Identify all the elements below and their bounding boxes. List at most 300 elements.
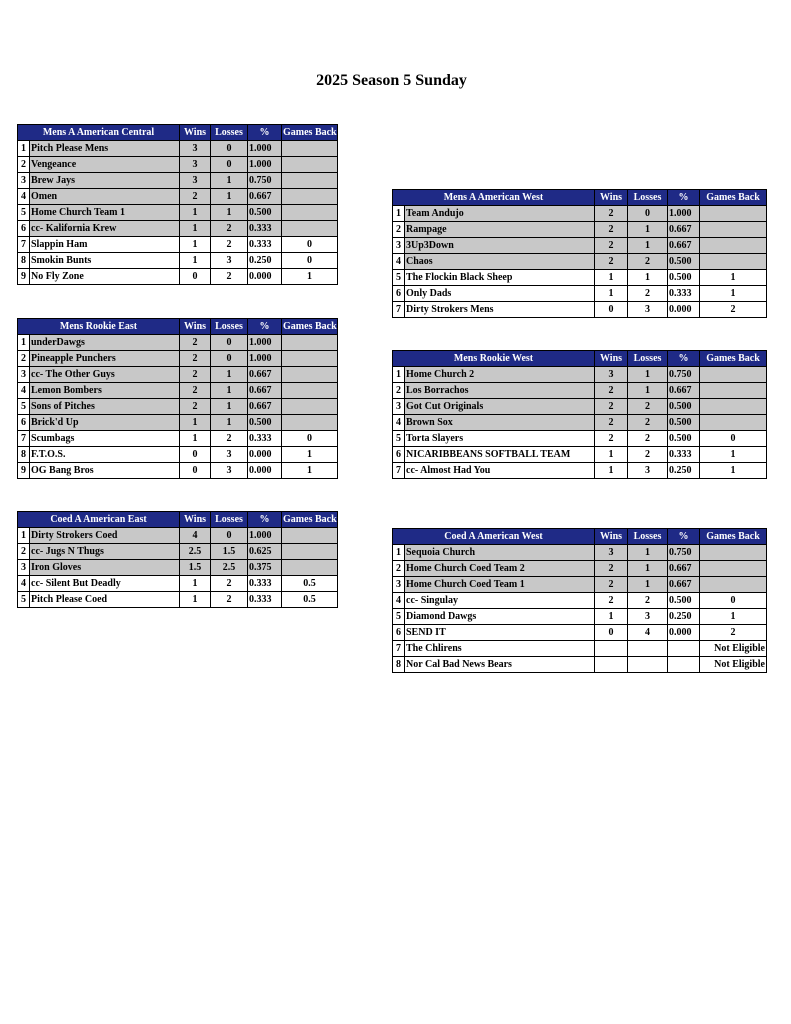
pct-header: % [248,319,282,335]
table-row [18,367,338,383]
losses-cell: 2 [211,269,248,285]
games-back-cell [282,383,338,399]
pct-cell: 0.250 [248,253,282,269]
wins-cell: 2 [180,189,211,205]
games-back-cell: 0 [700,593,767,609]
team-name-cell: cc- The Other Guys [30,367,180,383]
wins-cell: 3 [595,545,628,561]
losses-cell: 1 [211,415,248,431]
pct-cell: 0.667 [668,561,700,577]
wins-cell: 1 [180,592,211,608]
team-name-cell: cc- Kalifornia Krew [30,221,180,237]
losses-cell: 1 [211,189,248,205]
table-row [18,173,338,189]
losses-cell [628,641,668,657]
team-name-cell: Vengeance [30,157,180,173]
rank-cell: 4 [393,254,405,270]
wins-header: Wins [595,351,628,367]
pct-header: % [248,512,282,528]
losses-cell: 0 [211,141,248,157]
team-name-cell: Brown Sox [405,415,595,431]
games-back-header: Games Back [700,351,767,367]
team-name-cell: Los Borrachos [405,383,595,399]
rank-cell: 9 [18,269,30,285]
wins-cell: 1 [595,286,628,302]
wins-cell: 2 [595,415,628,431]
pct-cell: 0.667 [248,383,282,399]
losses-cell: 2 [211,576,248,592]
table-header-row [393,190,767,206]
pct-cell: 0.000 [248,447,282,463]
games-back-cell: 1 [700,447,767,463]
wins-cell: 0 [595,302,628,318]
wins-cell: 2 [595,577,628,593]
losses-cell: 1 [628,545,668,561]
rank-cell: 6 [18,221,30,237]
table-row [393,238,767,254]
losses-cell: 2 [211,592,248,608]
wins-cell: 1 [180,221,211,237]
games-back-cell [700,367,767,383]
games-back-cell: 0.5 [282,592,338,608]
losses-cell: 2 [628,593,668,609]
rank-cell: 3 [18,173,30,189]
pct-cell: 0.500 [668,593,700,609]
team-name-cell: cc- Almost Had You [405,463,595,479]
pct-cell: 0.250 [668,609,700,625]
games-back-cell [700,577,767,593]
losses-cell: 4 [628,625,668,641]
games-back-cell [282,189,338,205]
losses-cell: 3 [628,463,668,479]
table-row [18,237,338,253]
division-name: Mens A American Central [18,125,180,141]
games-back-cell: 1 [282,269,338,285]
table-row [18,269,338,285]
wins-header: Wins [180,319,211,335]
losses-cell: 1 [628,383,668,399]
pct-cell [668,657,700,673]
pct-cell: 0.333 [248,431,282,447]
losses-cell: 0 [211,335,248,351]
losses-cell: 1 [211,399,248,415]
team-name-cell: Only Dads [405,286,595,302]
wins-cell: 3 [180,157,211,173]
pct-cell: 0.500 [668,399,700,415]
team-name-cell: Pineapple Punchers [30,351,180,367]
games-back-header: Games Back [282,319,338,335]
team-name-cell: Smokin Bunts [30,253,180,269]
pct-cell: 0.333 [668,286,700,302]
team-name-cell: SEND IT [405,625,595,641]
rank-cell: 5 [18,205,30,221]
rank-cell: 5 [18,592,30,608]
pct-header: % [668,529,700,545]
rank-cell: 5 [393,270,405,286]
team-name-cell: Omen [30,189,180,205]
pct-header: % [248,125,282,141]
table-row [18,399,338,415]
team-name-cell: The Chlirens [405,641,595,657]
rank-cell: 1 [18,335,30,351]
rank-cell: 7 [18,431,30,447]
rank-cell: 7 [393,463,405,479]
table-row [18,221,338,237]
table-row [18,205,338,221]
team-name-cell: 3Up3Down [405,238,595,254]
standings-table-mens-a-american-central [17,124,338,285]
rank-cell: 6 [393,286,405,302]
games-back-cell [282,141,338,157]
wins-cell: 2 [595,399,628,415]
rank-cell: 2 [18,544,30,560]
table-row [393,609,767,625]
games-back-cell [700,222,767,238]
standings-table-coed-a-american-east [17,511,338,608]
table-row [18,157,338,173]
rank-cell: 3 [18,560,30,576]
losses-cell: 2 [628,254,668,270]
team-name-cell: Scumbags [30,431,180,447]
games-back-cell [700,399,767,415]
team-name-cell: The Flockin Black Sheep [405,270,595,286]
pct-cell: 0.500 [668,270,700,286]
games-back-cell: Not Eligible [700,641,767,657]
pct-cell: 0.667 [248,189,282,205]
games-back-cell [282,351,338,367]
pct-cell: 1.000 [248,351,282,367]
wins-header: Wins [180,512,211,528]
losses-cell: 0 [628,206,668,222]
pct-cell: 0.500 [668,415,700,431]
wins-cell: 2 [595,206,628,222]
table-row [393,447,767,463]
losses-cell: 1 [628,270,668,286]
division-name: Coed A American East [18,512,180,528]
pct-header: % [668,190,700,206]
rank-cell: 5 [393,431,405,447]
rank-cell: 4 [18,189,30,205]
table-row [18,189,338,205]
table-row [393,286,767,302]
rank-cell: 1 [18,528,30,544]
pct-cell: 0.750 [248,173,282,189]
rank-cell: 8 [18,447,30,463]
wins-cell [595,641,628,657]
pct-cell: 1.000 [248,141,282,157]
games-back-cell [700,238,767,254]
games-back-header: Games Back [700,529,767,545]
losses-header: Losses [628,190,668,206]
team-name-cell: Brick'd Up [30,415,180,431]
games-back-cell: 1 [700,286,767,302]
losses-cell: 1 [211,173,248,189]
wins-cell: 3 [595,367,628,383]
games-back-cell [700,561,767,577]
page-title: 2025 Season 5 Sunday [316,72,467,89]
wins-cell: 3 [180,141,211,157]
pct-cell: 0.250 [668,463,700,479]
losses-cell: 1.5 [211,544,248,560]
losses-cell: 0 [211,351,248,367]
pct-cell: 1.000 [668,206,700,222]
pct-cell: 0.000 [248,269,282,285]
wins-cell: 2 [180,399,211,415]
games-back-cell [282,221,338,237]
wins-cell: 2 [595,561,628,577]
team-name-cell: Dirty Strokers Coed [30,528,180,544]
rank-cell: 1 [393,545,405,561]
team-name-cell: F.T.O.S. [30,447,180,463]
rank-cell: 3 [393,577,405,593]
pct-cell: 0.667 [668,577,700,593]
wins-cell: 2 [595,254,628,270]
table-row [18,528,338,544]
rank-cell: 3 [393,399,405,415]
team-name-cell: Team Andujo [405,206,595,222]
table-row [393,222,767,238]
table-row [18,415,338,431]
losses-header: Losses [211,512,248,528]
standings-table-coed-a-american-west [392,528,767,673]
games-back-cell: 1 [282,463,338,479]
standings-table-mens-rookie-east [17,318,338,479]
losses-cell: 1 [628,238,668,254]
losses-cell: 2 [211,221,248,237]
table-header-row [18,125,338,141]
pct-cell: 0.000 [668,625,700,641]
games-back-cell: 1 [700,463,767,479]
table-row [18,544,338,560]
team-name-cell: Pitch Please Coed [30,592,180,608]
table-row [18,463,338,479]
pct-cell: 0.625 [248,544,282,560]
rank-cell: 3 [18,367,30,383]
games-back-cell [282,367,338,383]
losses-cell: 3 [211,447,248,463]
rank-cell: 2 [393,222,405,238]
team-name-cell: Torta Slayers [405,431,595,447]
table-row [18,383,338,399]
team-name-cell: Home Church 2 [405,367,595,383]
table-header-row [393,529,767,545]
losses-cell: 0 [211,528,248,544]
team-name-cell: Home Church Coed Team 1 [405,577,595,593]
pct-cell: 0.500 [668,431,700,447]
games-back-cell: 1 [700,609,767,625]
wins-cell: 3 [180,173,211,189]
losses-cell: 1 [628,222,668,238]
rank-cell: 9 [18,463,30,479]
wins-cell: 2 [180,351,211,367]
losses-cell: 2 [211,431,248,447]
team-name-cell: NICARIBBEANS SOFTBALL TEAM [405,447,595,463]
wins-cell: 2 [180,335,211,351]
pct-cell: 0.500 [248,205,282,221]
team-name-cell: cc- Singulay [405,593,595,609]
table-row [393,545,767,561]
team-name-cell: Iron Gloves [30,560,180,576]
table-row [393,431,767,447]
losses-cell: 3 [211,463,248,479]
table-row [393,561,767,577]
rank-cell: 7 [393,302,405,318]
team-name-cell: Nor Cal Bad News Bears [405,657,595,673]
table-row [18,592,338,608]
wins-cell: 2 [180,383,211,399]
table-row [393,415,767,431]
team-name-cell: Rampage [405,222,595,238]
games-back-cell: 2 [700,302,767,318]
wins-header: Wins [595,190,628,206]
wins-header: Wins [180,125,211,141]
games-back-cell: 0 [282,253,338,269]
rank-cell: 5 [393,609,405,625]
division-name: Mens Rookie West [393,351,595,367]
pct-cell: 0.667 [248,399,282,415]
table-row [393,625,767,641]
rank-cell: 6 [393,625,405,641]
rank-cell: 6 [393,447,405,463]
games-back-cell [282,399,338,415]
table-row [393,463,767,479]
team-name-cell: No Fly Zone [30,269,180,285]
table-row [18,431,338,447]
table-row [18,447,338,463]
division-name: Mens Rookie East [18,319,180,335]
rank-cell: 4 [18,576,30,592]
wins-cell [595,657,628,673]
rank-cell: 8 [393,657,405,673]
games-back-cell: 0 [282,431,338,447]
team-name-cell: Home Church Team 1 [30,205,180,221]
games-back-cell: 1 [700,270,767,286]
games-back-cell [700,545,767,561]
games-back-cell [282,528,338,544]
losses-cell: 2 [628,286,668,302]
wins-cell: 0 [180,463,211,479]
wins-cell: 1 [180,237,211,253]
wins-cell: 2 [595,593,628,609]
games-back-cell [282,205,338,221]
pct-cell: 0.000 [248,463,282,479]
table-row [393,577,767,593]
rank-cell: 3 [393,238,405,254]
losses-header: Losses [628,351,668,367]
table-header-row [18,512,338,528]
team-name-cell: Home Church Coed Team 2 [405,561,595,577]
rank-cell: 2 [18,157,30,173]
pct-header: % [668,351,700,367]
rank-cell: 1 [18,141,30,157]
games-back-cell: 0.5 [282,576,338,592]
table-row [18,576,338,592]
pct-cell: 0.333 [248,576,282,592]
rank-cell: 5 [18,399,30,415]
wins-cell: 1 [595,270,628,286]
wins-cell: 1.5 [180,560,211,576]
losses-cell: 2.5 [211,560,248,576]
wins-cell: 0 [180,447,211,463]
division-name: Mens A American West [393,190,595,206]
team-name-cell: Got Cut Originals [405,399,595,415]
losses-cell: 1 [211,205,248,221]
team-name-cell: cc- Silent But Deadly [30,576,180,592]
losses-header: Losses [628,529,668,545]
rank-cell: 4 [18,383,30,399]
wins-cell: 2 [595,238,628,254]
table-row [18,335,338,351]
games-back-header: Games Back [282,512,338,528]
losses-cell: 2 [628,399,668,415]
losses-cell: 2 [211,237,248,253]
wins-cell: 1 [180,253,211,269]
games-back-cell [282,415,338,431]
team-name-cell: Dirty Strokers Mens [405,302,595,318]
pct-cell: 0.500 [248,415,282,431]
pct-cell: 0.375 [248,560,282,576]
games-back-cell [700,383,767,399]
losses-cell: 1 [628,367,668,383]
losses-cell: 2 [628,415,668,431]
team-name-cell: Sequoia Church [405,545,595,561]
pct-cell: 0.667 [668,383,700,399]
wins-cell: 2.5 [180,544,211,560]
table-row [393,367,767,383]
games-back-cell [282,173,338,189]
pct-cell: 0.667 [668,222,700,238]
wins-cell: 1 [180,576,211,592]
rank-cell: 7 [18,237,30,253]
wins-cell: 1 [595,463,628,479]
rank-cell: 4 [393,593,405,609]
losses-cell: 1 [211,367,248,383]
losses-cell: 1 [211,383,248,399]
games-back-cell [700,206,767,222]
losses-cell: 2 [628,447,668,463]
pct-cell [668,641,700,657]
losses-cell: 3 [628,609,668,625]
wins-header: Wins [595,529,628,545]
games-back-cell [282,560,338,576]
table-header-row [393,351,767,367]
table-header-row [18,319,338,335]
table-row [393,206,767,222]
team-name-cell: Diamond Dawgs [405,609,595,625]
wins-cell: 1 [180,205,211,221]
games-back-cell [282,335,338,351]
wins-cell: 2 [595,222,628,238]
games-back-cell: 1 [282,447,338,463]
losses-cell: 3 [211,253,248,269]
games-back-cell: Not Eligible [700,657,767,673]
wins-cell: 1 [180,415,211,431]
pct-cell: 0.333 [248,592,282,608]
standings-table-mens-a-american-west [392,189,767,318]
wins-cell: 1 [595,609,628,625]
pct-cell: 0.667 [668,238,700,254]
games-back-cell [282,544,338,560]
games-back-cell [700,415,767,431]
wins-cell: 1 [595,447,628,463]
table-row [393,641,767,657]
games-back-cell: 2 [700,625,767,641]
table-row [393,383,767,399]
table-row [393,254,767,270]
table-row [393,399,767,415]
pct-cell: 0.333 [668,447,700,463]
wins-cell: 4 [180,528,211,544]
